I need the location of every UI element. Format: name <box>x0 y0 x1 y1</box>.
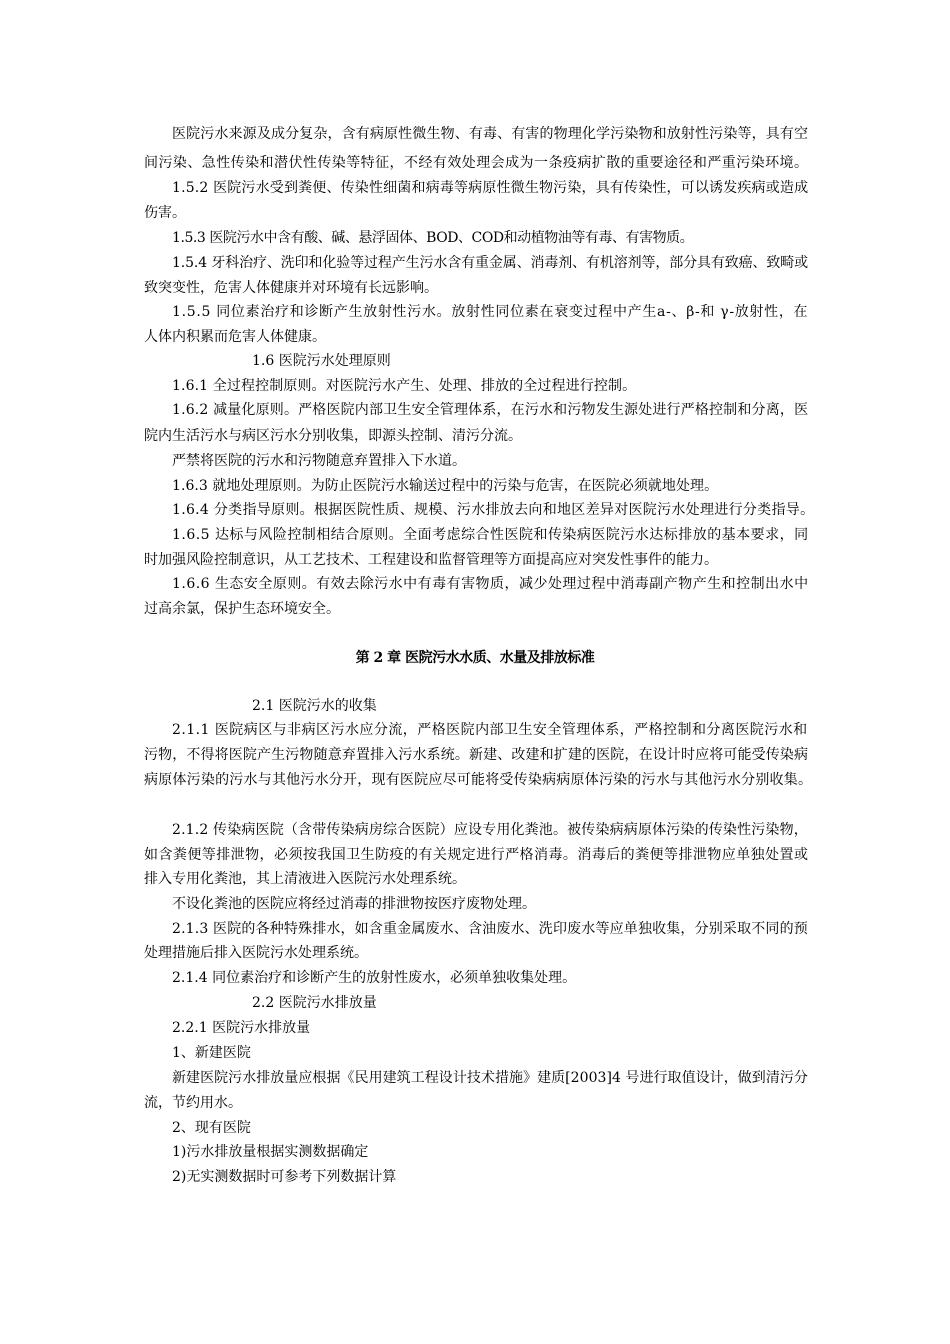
paragraph-line: 1、新建医院 <box>172 1045 251 1061</box>
subsection-heading: 2.2.1 医院污水排放量 <box>172 1020 311 1036</box>
paragraph-line: 1)污水排放量根据实测数据确定 <box>172 1144 369 1160</box>
paragraph-line: 排入专用化粪池，其上清液进入医院污水处理系统。 <box>144 871 466 887</box>
paragraph-line: 1.5.2 医院污水受到粪便、传染性细菌和病毒等病原性微生物污染，具有传染性，可以诱发疾病或造成 <box>172 180 809 196</box>
paragraph-line: 1.6.5 达标与风险控制相结合原则。全面考虑综合性医院和传染病医院污水达标排放的基本要求，同 <box>172 527 809 543</box>
paragraph-line: 1.6.6 生态安全原则。有效去除污水中有毒有害物质，减少处理过程中消毒副产物产生和控制出水中 <box>172 576 809 592</box>
section-heading: 2.2 医院污水排放量 <box>252 995 377 1011</box>
paragraph-line: 时加强风险控制意识，从工艺技术、工程建设和监督管理等方面提高应对突发性事件的能力。 <box>144 552 718 568</box>
paragraph-line: 严禁将医院的污水和污物随意弃置排入下水道。 <box>172 453 466 469</box>
paragraph-line: 1.6.3 就地处理原则。为防止医院污水输送过程中的污染与危害，在医院必须就地处理。 <box>172 478 719 494</box>
paragraph-line: 1.6.2 减量化原则。严格医院内部卫生安全管理体系，在污水和污物发生源处进行严格控制和分离，医 <box>172 402 809 418</box>
paragraph-line: 2.1.3 医院的各种特殊排水，如含重金属废水、含油废水、洗印废水等应单独收集，分别采取不同的预 <box>172 921 808 937</box>
paragraph-line: 人体内积累而危害人体健康。 <box>144 329 326 345</box>
paragraph-line: 院内生活污水与病区污水分别收集，即源头控制、清污分流。 <box>144 428 522 444</box>
paragraph-line: 2)无实测数据时可参考下列数据计算 <box>172 1169 397 1185</box>
paragraph-line: 过高余氯，保护生态环境安全。 <box>144 601 340 617</box>
paragraph-line: 2、现有医院 <box>172 1120 251 1136</box>
paragraph-line: 2.1.2 传染病医院（含带传染病房综合医院）应设专用化粪池。被传染病病原体污染的传染性污染物， <box>172 822 808 838</box>
section-heading: 1.6 医院污水处理原则 <box>252 353 391 369</box>
paragraph-line: 1.6.4 分类指导原则。根据医院性质、规模、污水排放去向和地区差异对医院污水处理进行分类指导。 <box>172 502 815 518</box>
paragraph-line: 1.6.1 全过程控制原则。对医院污水产生、处理、排放的全过程进行控制。 <box>172 378 637 394</box>
paragraph-line: 间污染、急性传染和潜伏性传染等特征，不经有效处理会成为一条疫病扩散的重要途径和严重污染环境。 <box>144 155 809 171</box>
paragraph-line: 不设化粪池的医院应将经过消毒的排泄物按医疗废物处理。 <box>172 896 536 912</box>
paragraph-line: 如含粪便等排泄物，必须按我国卫生防疫的有关规定进行严格消毒。消毒后的粪便等排泄物应单独处置或 <box>144 847 809 863</box>
paragraph-line: 伤害。 <box>144 205 186 221</box>
paragraph-line: 病原体污染的污水与其他污水分开，现有医院应尽可能将受传染病病原体污染的污水与其他污水分别收集。 <box>144 772 813 788</box>
paragraph-line: 2.1.4 同位素治疗和诊断产生的放射性废水，必须单独收集处理。 <box>172 970 577 986</box>
paragraph-line: 医院污水来源及成分复杂，含有病原性微生物、有毒、有害的物理化学污染物和放射性污染等，具有空 <box>172 126 809 142</box>
paragraph-line: 致突变性，危害人体健康并对环境有长远影响。 <box>144 280 438 296</box>
paragraph-line: 新建医院污水排放量应根据《民用建筑工程设计技术措施》建质[2003]4 号进行取值设计，做到清污分 <box>172 1070 808 1086</box>
chapter-title: 第 2 章 医院污水水质、水量及排放标准 <box>355 650 595 666</box>
paragraph-line: 1.5.3 医院污水中含有酸、碱、悬浮固体、BOD、COD和动植物油等有毒、有害物质。 <box>172 230 694 246</box>
paragraph-line: 流，节约用水。 <box>144 1095 242 1111</box>
paragraph-line: 处理措施后排入医院污水处理系统。 <box>144 945 368 961</box>
paragraph-line: 2.1.1 医院病区与非病区污水应分流，严格医院内部卫生安全管理体系，严格控制和分离医院污水和 <box>172 722 808 738</box>
section-heading: 2.1 医院污水的收集 <box>252 698 377 714</box>
paragraph-line: 污物，不得将医院产生污物随意弃置排入污水系统。新建、改建和扩建的医院，在设计时应将可能受传染病 <box>144 747 809 763</box>
paragraph-line: 1.5.5 同位素治疗和诊断产生放射性污水。放射性同位素在衰变过程中产生a-、β-和 γ-放射性，在 <box>172 304 809 320</box>
paragraph-line: 1.5.4 牙科治疗、洗印和化验等过程产生污水含有重金属、消毒剂、有机溶剂等，部分具有致癌、致畸或 <box>172 255 808 271</box>
